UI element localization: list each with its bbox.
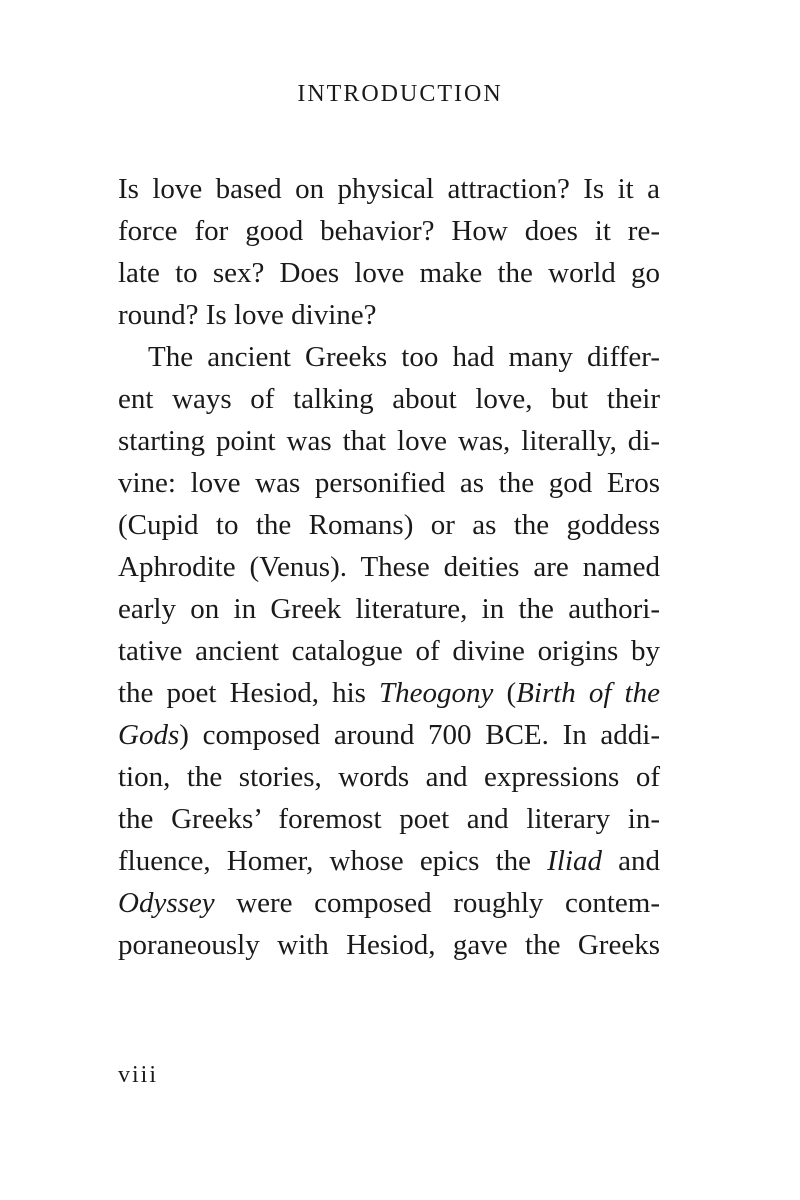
text-line: poraneously with Hesiod, gave the Greeks bbox=[118, 929, 660, 961]
text-line: the Greeks’ foremost poet and literary in- bbox=[118, 803, 660, 835]
text-line: round? Is love divine? bbox=[118, 299, 377, 331]
text-line: early on in Greek literature, in the authori- bbox=[118, 593, 660, 625]
text-line: Is love based on physical attraction? Is it a bbox=[118, 173, 660, 205]
text-line: late to sex? Does love make the world go bbox=[118, 257, 660, 289]
text-line: (Cupid to the Romans) or as the goddess bbox=[118, 509, 660, 541]
text-line: vine: love was personified as the god Eros bbox=[118, 467, 660, 499]
text-line: starting point was that love was, literally, di- bbox=[118, 425, 660, 457]
text-line: Gods) composed around 700 BCE. In addi- bbox=[118, 719, 660, 751]
running-head: INTRODUCTION bbox=[297, 81, 503, 107]
text-line: tative ancient catalogue of divine origins by bbox=[118, 635, 660, 667]
text-line: fluence, Homer, whose epics the Iliad and bbox=[118, 845, 660, 877]
text-line: The ancient Greeks too had many differ- bbox=[148, 341, 660, 373]
text-line: tion, the stories, words and expressions of bbox=[118, 761, 660, 793]
text-line: the poet Hesiod, his Theogony (Birth of the bbox=[118, 677, 660, 709]
page-number: viii bbox=[118, 1062, 159, 1088]
text-line: Aphrodite (Venus). These deities are named bbox=[118, 551, 660, 583]
paragraph bbox=[118, 168, 660, 336]
text-line: Odyssey were composed roughly contem- bbox=[118, 887, 660, 919]
paragraph bbox=[118, 336, 660, 966]
body-text bbox=[118, 168, 660, 966]
text-line: ent ways of talking about love, but their bbox=[118, 383, 660, 415]
text-line: force for good behavior? How does it re- bbox=[118, 215, 660, 247]
